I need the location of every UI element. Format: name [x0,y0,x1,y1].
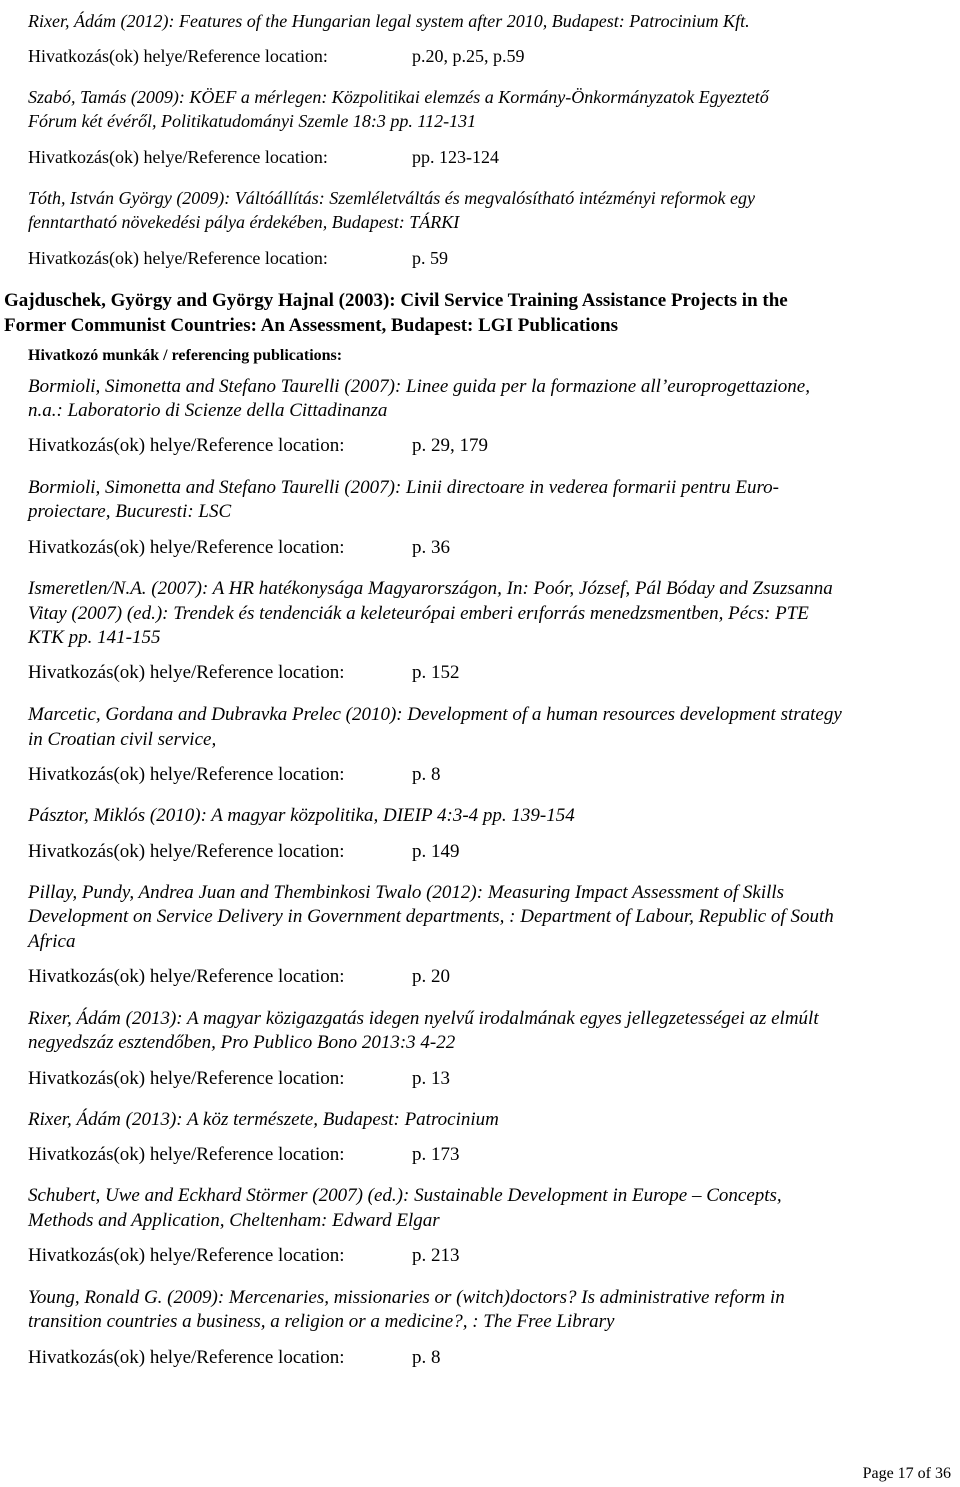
location-value: p. 149 [412,841,460,862]
reference-location [28,247,448,269]
page-number: Page 17 of 36 [862,1465,951,1482]
reference-entry-line: Rixer, Ádám (2013): A köz természete, Budapest: Patrocinium [28,1109,499,1130]
reference-entry-line: Ismeretlen/N.A. (2007): A HR hatékonysága Magyarországon, In: Poór, József, Pál Bóday and Zsuzsanna [28,578,833,599]
reference-entry-line: Rixer, Ádám (2012): Features of the Hungarian legal system after 2010, Budapest: Patrocinium Kft. [28,11,750,31]
location-label: Hivatkozás(ok) helye/Reference location: [28,435,345,456]
reference-location [28,841,460,863]
reference-entry-line: negyedszáz esztendőben, Pro Publico Bono 2013:3 4-22 [28,1032,456,1053]
reference-entry-line: fenntartható növekedési pálya érdekében, Budapest: TÁRKI [28,212,460,232]
location-value: p. 59 [412,248,448,268]
location-label: Hivatkozás(ok) helye/Reference location: [28,46,328,66]
reference-location [28,1347,441,1369]
reference-entry-line: Pásztor, Miklós (2010): A magyar közpolitika, DIEIP 4:3-4 pp. 139-154 [28,805,575,826]
location-value: p.20, p.25, p.59 [412,46,525,66]
location-value: p. 213 [412,1245,460,1266]
location-label: Hivatkozás(ok) helye/Reference location: [28,147,328,167]
location-value: p. 36 [412,537,450,558]
location-value: p. 13 [412,1068,450,1089]
reference-location [28,1245,460,1267]
reference-entry-line: Africa [28,931,76,952]
location-value: p. 8 [412,1347,441,1368]
location-value: p. 8 [412,764,441,785]
reference-location [28,1068,450,1090]
reference-entry-line: Young, Ronald G. (2009): Mercenaries, missionaries or (witch)doctors? Is administrative reform in [28,1287,785,1308]
reference-entry-line: Bormioli, Simonetta and Stefano Taurelli (2007): Linii directoare in vederea formarii pentru Euro- [28,477,779,498]
location-value: p. 173 [412,1144,460,1165]
location-label: Hivatkozás(ok) helye/Reference location: [28,248,328,268]
reference-entry-line: Methods and Application, Cheltenham: Edward Elgar [28,1210,440,1231]
location-label: Hivatkozás(ok) helye/Reference location: [28,662,345,683]
location-label: Hivatkozás(ok) helye/Reference location: [28,1068,345,1089]
location-value: p. 20 [412,966,450,987]
location-label: Hivatkozás(ok) helye/Reference location: [28,966,345,987]
reference-entry-line: Tóth, István György (2009): Váltóállítás: Szemléletváltás és megvalósítható intézményi reformok egy [28,188,756,208]
location-label: Hivatkozás(ok) helye/Reference location: [28,764,345,785]
reference-location [28,45,525,67]
reference-location [28,435,488,457]
reference-entry-line: KTK pp. 141-155 [28,627,161,648]
reference-location [28,537,450,559]
reference-entry-line: Bormioli, Simonetta and Stefano Taurelli (2007): Linee guida per la formazione all’europrogettazione, [28,376,810,397]
reference-location [28,146,499,168]
location-value: p. 29, 179 [412,435,488,456]
reference-entry-line: Schubert, Uwe and Eckhard Störmer (2007) (ed.): Sustainable Development in Europe – Concepts, [28,1185,782,1206]
reference-entry-line: Vitay (2007) (ed.): Trendek és tendenciák a keleteurópai emberi erıforrás menedzsmentben, Pécs: PTE [28,603,809,624]
reference-location [28,662,460,684]
reference-location [28,764,441,786]
cited-work-title: Former Communist Countries: An Assessment, Budapest: LGI Publications [4,315,619,336]
reference-entry-line: Marcetic, Gordana and Dubravka Prelec (2010): Development of a human resources development strategy [28,704,842,725]
reference-entry-line: Rixer, Ádám (2013): A magyar közigazgatás idegen nyelvű irodalmának egyes jellegzetességei az elmúlt [28,1008,819,1029]
reference-entry-line: Szabó, Tamás (2009): KÖEF a mérlegen: Közpolitikai elemzés a Kormány-Önkormányzatok Egyeztető [28,87,769,107]
reference-entry-line: Pillay, Pundy, Andrea Juan and Thembinkosi Twalo (2012): Measuring Impact Assessment of Skills [28,882,785,903]
reference-entry-line: Fórum két évéről, Politikatudományi Szemle 18:3 pp. 112-131 [28,111,477,131]
location-value: pp. 123-124 [412,147,499,167]
reference-entry-line: transition countries a business, a religion or a medicine?, : The Free Library [28,1311,615,1332]
reference-entry-line: proiectare, Bucuresti: LSC [28,501,232,522]
referencing-publications-heading: Hivatkozó munkák / referencing publications: [28,347,343,364]
location-label: Hivatkozás(ok) helye/Reference location: [28,841,345,862]
reference-entry-line: Development on Service Delivery in Government departments, : Department of Labour, Republic of South [28,906,834,927]
reference-entry-line: n.a.: Laboratorio di Scienze della Cittadinanza [28,400,388,421]
location-label: Hivatkozás(ok) helye/Reference location: [28,537,345,558]
location-label: Hivatkozás(ok) helye/Reference location: [28,1245,345,1266]
reference-entry-line: in Croatian civil service, [28,729,217,750]
location-label: Hivatkozás(ok) helye/Reference location: [28,1347,345,1368]
location-value: p. 152 [412,662,460,683]
reference-location [28,1144,460,1166]
location-label: Hivatkozás(ok) helye/Reference location: [28,1144,345,1165]
cited-work-title: Gajduschek, György and György Hajnal (2003): Civil Service Training Assistance Projects in the [4,290,788,311]
reference-location [28,966,450,988]
